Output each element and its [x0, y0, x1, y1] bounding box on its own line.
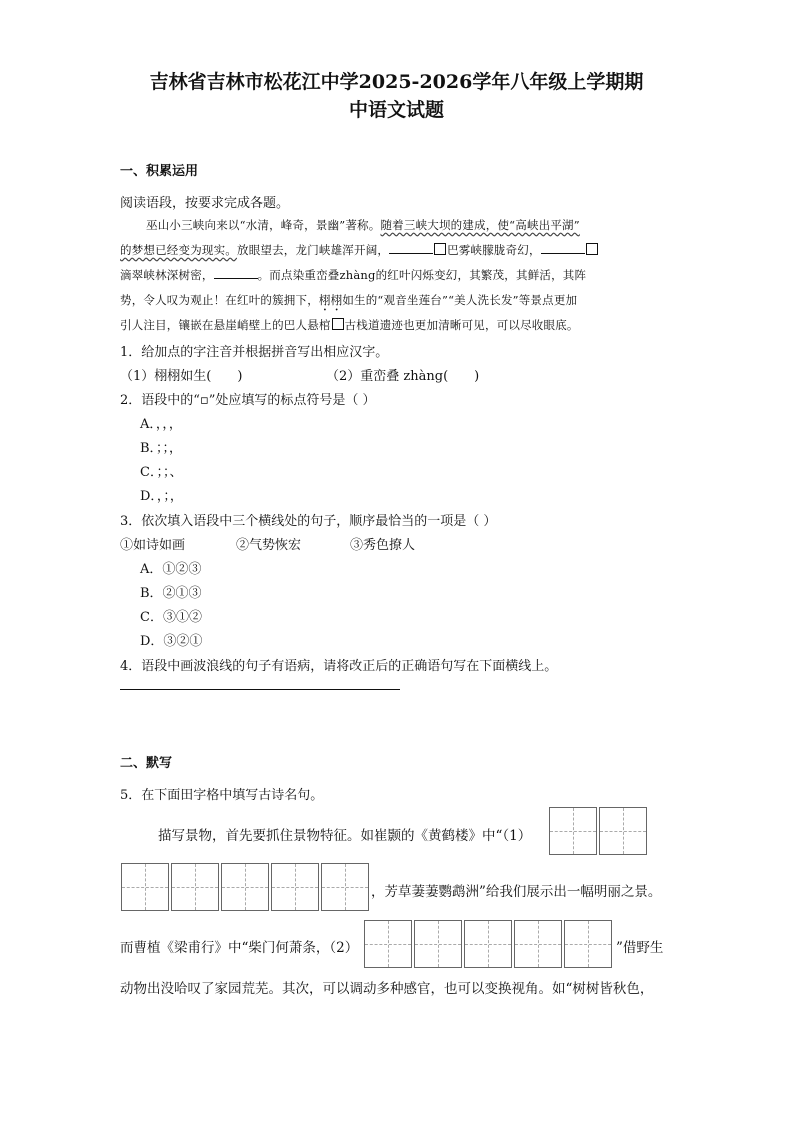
question-1-part-1: （1）栩栩如生( )	[120, 369, 243, 384]
q5-text-line-4: 动物出没哈叹了家园荒芜。其次，可以调动多种感官，也可以变换视角。如“树树皆秋色，	[120, 981, 654, 997]
q3-option-c[interactable]: C．③①②	[140, 610, 202, 625]
intro-text: 阅读语段，按要求完成各题。	[120, 196, 290, 211]
tianzige-cell[interactable]	[464, 920, 512, 968]
punct-box-3[interactable]	[332, 318, 344, 330]
passage-text: 势，令人叹为观止！在红叶的簇拥下，	[120, 293, 319, 307]
passage-text: 巴雾峡朦胧奇幻，	[447, 243, 541, 257]
q3-sentence-1: ①如诗如画	[120, 538, 186, 553]
tianzige-cell[interactable]	[364, 920, 412, 968]
passage-text: 引人注目，镶嵌在悬崖峭壁上的巴人悬棺	[120, 318, 331, 332]
q2-option-d[interactable]: D．，；，	[140, 489, 183, 504]
passage-line-2	[120, 242, 599, 258]
passage-line-1	[146, 217, 580, 233]
q3-sentence-2: ②气势恢宏	[236, 538, 302, 553]
tianzige-cell[interactable]	[599, 807, 647, 855]
passage-text: 古栈道遗迹也更加清晰可见，可以尽收眼底。	[344, 318, 579, 332]
tianzige-cell[interactable]	[564, 920, 612, 968]
question-4: 4．语段中画波浪线的句子有语病，请将改正后的正确语句写在下面横线上。	[120, 659, 558, 674]
question-1: 1．给加点的字注音并根据拼音写出相应汉字。	[120, 345, 389, 360]
passage-text: 如生的“观音坐莲台”“美人洗长发”等景点更加	[342, 293, 578, 307]
tianzige-cell[interactable]	[221, 863, 269, 911]
wavy-sentence-end: 的梦想已经变为现实。	[120, 243, 237, 257]
tianzige-cell[interactable]	[171, 863, 219, 911]
section-heading-1: 一、积累运用	[120, 164, 199, 179]
tianzige-cell[interactable]	[271, 863, 319, 911]
passage-text: zhàng的红叶闪烁变幻，其繁茂，其鲜活，其阵	[339, 268, 587, 282]
answer-line[interactable]	[120, 689, 400, 690]
q2-option-b[interactable]: B．；；，	[140, 441, 183, 456]
passage-text: 放眼望去，龙门峡雄浑开阔，	[237, 243, 390, 257]
tianzige-cell[interactable]	[549, 807, 597, 855]
passage-line-5	[120, 317, 579, 333]
section-heading-2: 二、默写	[120, 756, 173, 771]
q3-option-d[interactable]: D．③②①	[140, 634, 203, 649]
q2-option-c[interactable]: C．；；、	[140, 465, 183, 480]
passage-line-3	[120, 267, 586, 283]
question-2: 2．语段中的“▫”处应填写的标点符号是（ ）	[120, 393, 376, 408]
punct-box-1[interactable]	[434, 243, 446, 255]
dotted-character: 栩栩	[318, 293, 343, 307]
question-1-part-2: （2）重峦叠 zhàng( )	[326, 369, 480, 384]
page-title: 吉林省吉林市松花江中学2025-2026学年八年级上学期期	[149, 71, 644, 93]
punct-box-2[interactable]	[586, 243, 598, 255]
tianzige-cell[interactable]	[321, 863, 369, 911]
q2-option-a[interactable]: A．，，，	[140, 417, 182, 432]
question-3: 3．依次填入语段中三个横线处的句子，顺序最恰当的一项是（ ）	[120, 514, 497, 529]
passage-text: 滴翠峡林深树密，	[120, 268, 214, 282]
question-5: 5．在下面田字格中填写古诗名句。	[120, 788, 324, 803]
fill-blank-3[interactable]	[214, 268, 258, 279]
q5-text-line-3-end: ”借野生	[616, 940, 664, 956]
q5-text-line-1: 描写景物，首先要抓住景物特征。如崔颢的《黄鹤楼》中“（1）	[158, 828, 532, 844]
passage-line-4	[120, 292, 577, 314]
tianzige-cell[interactable]	[514, 920, 562, 968]
passage-text: 巫山小三峡向来以“水清，峰奇，景幽”著称。	[146, 218, 381, 232]
q5-text-line-2: ，芳草萋萋鹦鹉洲”给我们展示出一幅明丽之景。	[371, 884, 662, 900]
q3-option-b[interactable]: B．②①③	[140, 586, 202, 601]
page-title-line2: 中语文试题	[348, 99, 444, 121]
wavy-sentence: 随着三峡大坝的建成，使“高峡出平湖”	[380, 218, 580, 232]
fill-blank-2[interactable]	[541, 243, 585, 254]
tianzige-cell[interactable]	[414, 920, 462, 968]
fill-blank-1[interactable]	[389, 243, 433, 254]
tianzige-cell[interactable]	[121, 863, 169, 911]
q3-sentence-3: ③秀色撩人	[350, 538, 416, 553]
passage-text: 。而点染重峦叠	[257, 268, 340, 282]
q5-text-line-3: 而曹植《梁甫行》中“柴门何萧条，（2）	[120, 940, 359, 956]
q3-option-a[interactable]: A．①②③	[140, 562, 202, 577]
